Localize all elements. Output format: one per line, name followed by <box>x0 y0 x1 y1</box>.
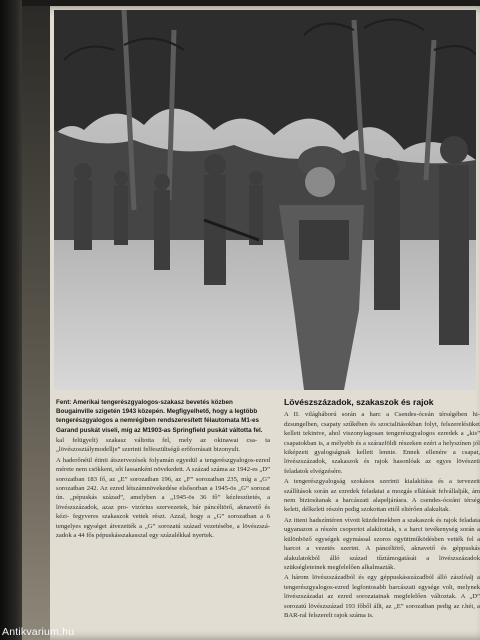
book-spine <box>0 0 22 640</box>
paragraph: A haderőnéül étinti átszervezések folyamán egyedül a tengerészgyalogos-ezred mérete nem csökkent, sőt lassanként növekedett. A század száma az 1942-es „D” sorozatban 183 fő, az „E” sorozatban 196, az „F” sorozatban 235, míg a „G” sorozatban 242. Az ezred létszámnövekedése elsősorban a 1945-ös „G” sorozat ún. „pépuskás század”, amelyben a „1945-ös 36 fő” kézfeszítetés, a lövészszázadok, azaz pro- vizórius szervezetek, bár páncéltörő, aknavető és kézi- fegyveres szakaszok vettek részt. Azzal, hogy a „G” sorozatban a 6 tengelyes egységet átvezették a „G” sorozatú század vezetésébe, a lövészszá- zadok a 44 fős pépuskásszakasszal egy százalékkal nyertek. <box>56 456 270 540</box>
left-text-column <box>56 436 270 541</box>
photo-caption: Fent: Amerikai tengerészgyalogos-szakasz bevetés közben Bougainville szigetén 1943 közepén. Megfigyelhető, hogy a legtöbb tengerészgyalogos a nemrégiben rendszeresített félautomata M1-es Garand puskát viseli, míg az M1903-as Springfield puskát váltotta fel. <box>56 399 263 434</box>
paragraph: A tengerészgyalogság szokásos szerinti kialakítása és a tervezett szállítások során az ezredek feladatai a mozgás ellátását felvállalják, ám nem biztosítanak a harcászati alapeljárásra. A csendes-óceáni térség keleti, délkeleti részén pedig szokottan ettől eltérően alakultak. <box>284 478 480 514</box>
marines-photo <box>54 10 476 390</box>
paragraph: A II. világháború során a harc a Csendes-óceán térségében hi- dzsungelben, csapaty szűkében és szocialitásokban folyt, felszerelésüket kellett tekintve, ahol viszonylagosan tengerészgyalogos ezredek a „kis” csapatokban is, a mélyebb és a szárazföldi részeken ezért a helyszínen jól kiképzett gyalogságnak kellett lennie. Ennek ellenére a csapat, lövészszázadok, szakaszok és rajok hasonlóak az egyes lövészeti feladatok elvégzésére. <box>284 411 480 475</box>
adjacent-page-edge <box>22 6 50 640</box>
right-text-column <box>284 398 480 621</box>
photo-jungle-marines-icon <box>54 10 476 390</box>
watermark: Antikvarium.hu <box>2 626 75 638</box>
paragraph: Az itteni hadszíntéren vívott küzdelmekben a szakaszok és rajok feladata ugyanazon a részén csoportot alakítottak, s a harci tevékenység során a különböző egységek egymással szoros együttműködésben vették fel a harcot a vezetés szerint. A páncéltörő, aknavető és géppuskás alakulatokból álló század tűztámogatását a lövészszázadok szükségleteinek megfelelően alkalmazták. <box>284 516 480 571</box>
book-page <box>22 6 480 640</box>
paragraph: kal felügyelt) szakasz váltotta fel, mely az okinawai csa- ta „lövészosztálymodellje” szerinti felfeszültségű erőforrásait bizonyult. <box>56 437 270 454</box>
paragraph: A három lövészszázadból és egy géppuskásszázadból álló zászlóalj a tengerészgyalogos-ezred legfontosabb harcászati egysége volt, melynek lövészszázadai az ezred sorozatainak megfelelően változtak. A „D” sorozatú lövészszázad 193 főből állt, az „E” sorozatban pedig az r.hét, a BAR-ral felszerelt rajok száma is. <box>284 574 480 619</box>
section-heading: Lövészszázadok, szakaszok és rajok <box>284 397 434 407</box>
